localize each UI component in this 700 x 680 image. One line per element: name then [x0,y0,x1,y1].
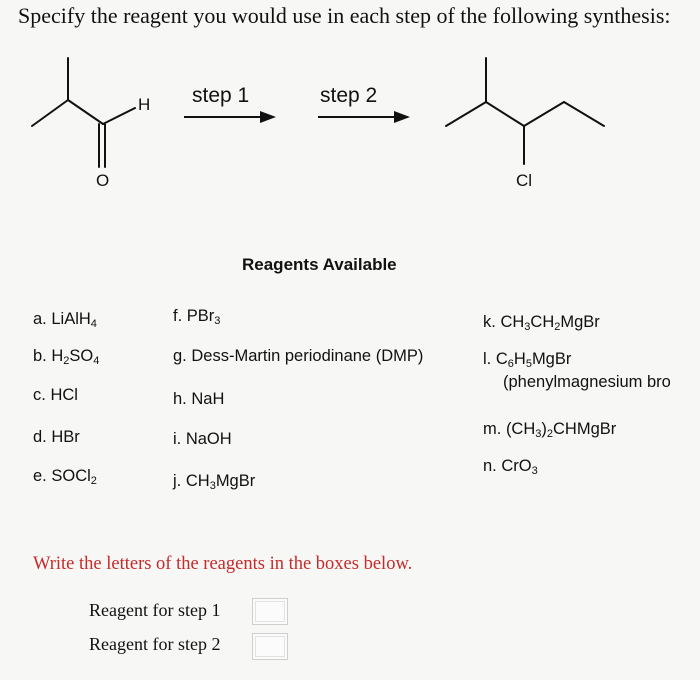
step-2-arrowhead [394,111,410,123]
reagent-letter: n. [483,457,497,475]
step-2-answer-label: Reagent for step 2 [89,634,221,654]
starting-aldehyde [32,58,135,167]
reagent-letter: f. [173,307,183,325]
reagent-letter: m. [483,420,502,438]
reagent-letter: a. [33,310,47,328]
reagent-formula: NaOH [185,430,232,448]
reagent-formula: LiAlH$_4$ [51,310,97,330]
reagent-formula: PBr$_3$ [186,307,221,327]
chlorine-atom: Cl [516,171,533,190]
reagent-f [173,307,220,326]
reagent-letter: k. [483,313,496,331]
bond [32,100,68,126]
bond [564,102,604,126]
reagent-h [173,390,224,409]
step-1-arrowhead [260,111,276,123]
reagent-letter: b. [33,347,47,365]
reagent-formula: CrO$_3$ [501,457,538,477]
bond [486,102,524,126]
reagent-formula: $C_6H_5MgBr$ [495,350,572,370]
step-2-label: step 2 [320,84,378,107]
reagent-n [483,457,538,476]
reagent-letter: i. [173,430,182,448]
reagent-formula: $CH_3CH_2MgBr$ [500,313,600,333]
hydrogen-atom: H [138,95,151,114]
bond [524,102,564,126]
bond [446,102,486,126]
reagent-c [33,386,78,405]
reagent-formula: $(CH_3)_2CHMgBr$ [505,420,617,440]
reagent-formula: $H_2SO_4$ [51,347,100,367]
reagent-formula: HCl [50,386,78,404]
reagent-formula: Dess-Martin periodinane (DMP) [191,347,424,365]
reagent-b [33,347,99,366]
product-alkyl-chloride [446,58,604,164]
step-1-answer-box[interactable] [252,598,288,625]
reagent-e [33,467,97,486]
step-1-label: step 1 [192,84,250,107]
step-2-answer-box[interactable] [252,633,288,660]
reagent-letter: l. [483,350,492,368]
reagent-formula: $CH_3MgBr$ [185,472,256,492]
reagents-heading: Reagents Available [242,255,397,274]
reagent-letter: j. [173,472,182,490]
reagent-formula: HBr [51,428,80,446]
bond [68,100,103,124]
reagent-m [483,420,616,439]
reagent-formula: NaH [191,390,225,408]
reagent-l-note: (phenylmagnesium bro [503,373,671,391]
reagent-d [33,428,80,447]
reagent-letter: h. [173,390,187,408]
reagent-g [173,347,423,366]
reagent-i [173,430,232,449]
reagent-a [33,310,97,329]
bond [103,108,135,124]
reagent-k [483,313,600,332]
reagent-letter: c. [33,386,46,404]
reagent-l [483,350,571,369]
instruction-text: Write the letters of the reagents in the boxes below. [33,554,413,574]
oxygen-atom: O [96,171,110,190]
question-text: Specify the reagent you would use in each step of the following synthesis: [18,3,671,28]
reaction-scheme [0,40,700,210]
reagent-letter: g. [173,347,187,365]
reagent-formula: SOCl$_2$ [51,467,97,487]
reagent-letter: e. [33,467,47,485]
reagent-letter: d. [33,428,47,446]
step-1-answer-label: Reagent for step 1 [89,600,221,620]
reagent-j [173,472,255,491]
